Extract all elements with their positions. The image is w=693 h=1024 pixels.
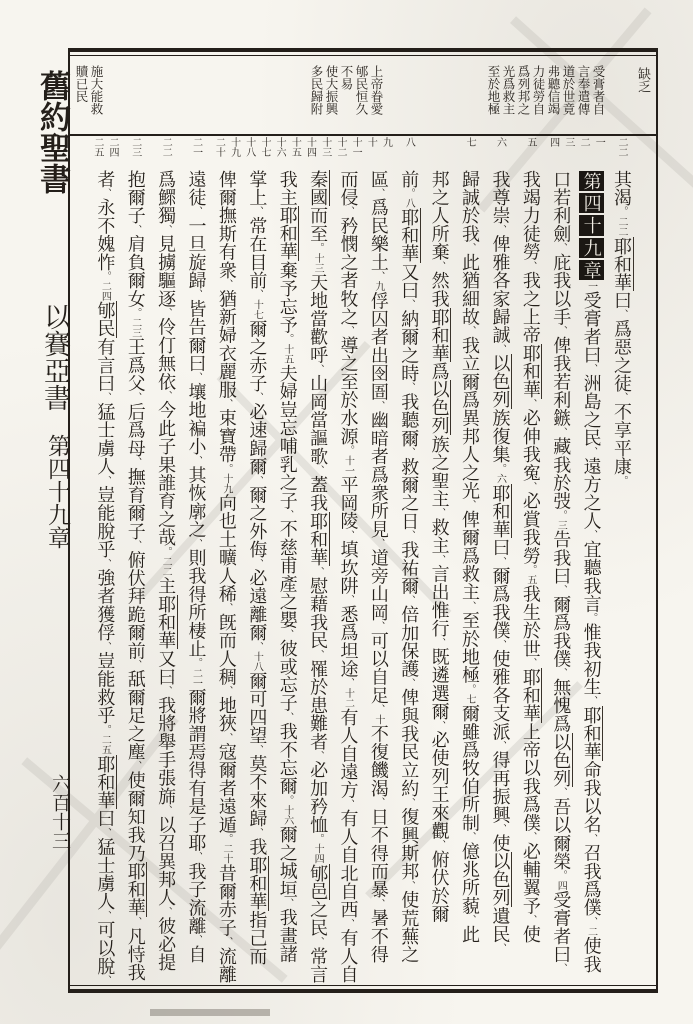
verse-number: 四 [547,137,559,147]
punctuation: 。 [585,612,597,624]
punctuation: 。 [160,546,172,557]
punctuation: 、 [433,637,445,648]
text-column: 我主耶和華棄予忘予。十五夫婦豈忘哺乳之子、不慈甫產之嬰、彼或忘子、我不忘爾。十六爾之城垣、我畫諸 [276,170,298,963]
punctuation: 、 [99,827,111,838]
punctuation: 、 [403,382,415,393]
verse-number: 十六 [274,137,286,157]
punctuation: 、 [342,677,354,689]
punctuation: 、 [555,667,567,679]
verse-number-cell [302,137,332,166]
proper-noun-mark: 耶和華 [580,706,602,761]
punctuation: 、 [616,392,627,403]
verse-number: 十八 [243,137,255,157]
punctuation: 、 [190,206,202,217]
verse-number: 二二 [160,137,172,157]
punctuation: 、 [494,556,506,567]
verse-number-cell [241,137,271,166]
punctuation: 、 [99,392,111,403]
verse-number: 二三 [129,137,141,157]
punctuation: 、 [555,427,567,438]
punctuation: 、 [220,685,232,697]
punctuation: 、 [220,398,232,409]
proper-noun-mark: 耶和華 [398,208,420,264]
verse-marker: 九 [372,281,384,292]
punctuation: 、 [312,750,324,761]
punctuation: 、 [433,554,445,565]
punctuation: 、 [464,831,476,842]
verse-number: 一 [593,137,605,147]
summary-column: 不易 [339,65,354,90]
punctuation: 、 [99,475,111,486]
punctuation: 、 [251,206,263,217]
text-column: 抱爾子、肩負爾女。二三王爲父、后爲母、撫育爾子、俯伏拜跪爾前、舐爾足之塵、使爾知我乃耶和華、凡恃我 [124,170,146,982]
punctuation: 、 [403,299,415,310]
punctuation: 、 [190,289,202,300]
verse-marker: 十五 [281,344,293,365]
text-column: 前。八耶和華又曰、納爾之時、我聽爾、救爾之日、我祐爾、倍加保護、俾與我民立約、復興斯邦、使荒蕪之 [398,170,420,964]
punctuation: 、 [99,975,111,986]
chapter-heading-box: 章 [580,260,602,280]
summary-column: 受膏者自 [591,65,606,115]
verse-marker: 十三 [312,253,324,274]
text-column: 秦國而至。十三天地當歡呼、山岡當謳歌、蓋我耶和華、慰藉我民、罹於患難者、必加矜恤。十四郇邑之民、常言 [307,170,329,984]
punctuation: 。 [99,724,111,735]
proper-noun-mark: 耶和華 [246,855,268,911]
verse-number-cell [514,137,544,166]
verse-number: 二二 [616,137,628,157]
punctuation: 、 [403,880,415,891]
punctuation: 、 [555,584,567,596]
punctuation: 。 [129,307,141,318]
punctuation: 。 [494,463,506,474]
punctuation: 、 [524,831,536,842]
punctuation: 、 [99,641,111,652]
verse-number: 六 [494,137,506,147]
punctuation: 、 [342,206,354,217]
punctuation: 、 [129,224,141,235]
verse-number: 八 [403,137,415,147]
proper-noun-mark: 耶和華 [124,862,146,917]
verse-number: 十三 [319,137,331,157]
verse-marker: 十九 [220,473,232,494]
punctuation: 、 [160,685,172,697]
punctuation: 、 [555,787,567,798]
verse-marker: 三 [555,520,567,531]
verse-number: 三 [562,137,574,147]
summary-column: 言奉遣傳 [576,65,591,115]
verse-number-cell [332,137,362,166]
punctuation: 、 [403,595,415,606]
proper-noun-mark: 郇民 [94,301,116,338]
summary-cluster-left [74,65,104,129]
verse-number-cell [423,137,453,166]
punctuation: 、 [160,224,172,235]
punctuation: 、 [160,390,172,401]
punctuation: 、 [494,740,506,751]
verse-number: 十五 [289,137,301,157]
punctuation: 、 [524,914,536,925]
punctuation: 、 [342,799,354,810]
punctuation: 、 [524,657,536,668]
summary-column: 郇民恒久 [354,65,369,115]
verse-marker: 七 [464,694,476,705]
proper-noun-mark: 耶和華 [611,236,632,292]
verse-marker: 十四 [312,843,324,864]
punctuation: 、 [585,529,597,541]
verse-number: 七 [464,137,476,147]
verse-marker: 五 [524,574,536,585]
punctuation: 。 [312,833,324,844]
punctuation: 、 [281,629,293,640]
punctuation: 、 [99,910,111,921]
verse-number-row [70,137,656,166]
punctuation: 、 [494,943,506,954]
chapter-heading-box: 九 [580,238,602,257]
proper-noun-mark: 郇邑 [307,863,329,901]
summary-column: 使大振興 [324,65,339,115]
text-column: 爲鰥獨、見擄驅逐、伶仃無依、今此子果誰育之哉。二二主耶和華又曰、我將舉手張旆、以召異邦人、彼必提 [155,170,177,972]
punctuation: 、 [251,641,263,652]
punctuation: 、 [524,481,536,492]
summary-column: 力徒勞自 [531,65,546,115]
punctuation: 、 [433,261,445,272]
punctuation: 、 [281,509,293,520]
punctuation: 。 [281,333,293,345]
punctuation: 、 [281,712,293,723]
proper-noun-mark: 耶和華 [155,594,177,650]
summary-column: 上帝眷愛 [369,65,384,115]
verse-number-cell [454,137,484,166]
summary-column: 光爲救主 [501,65,516,115]
punctuation: 、 [403,447,415,458]
text-column: 口若利劍、庇我以手、俾我若利鏃、藏我於弢。三告我曰、爾爲我僕、無愧爲以色列、吾以爾榮。四受膏者曰、 [550,170,572,974]
summary-column: 弗聽信竭 [546,65,561,115]
punctuation: 、 [494,639,506,650]
punctuation: 、 [160,307,172,318]
verse-number-cell [606,137,636,166]
punctuation: 、 [342,530,354,541]
verse-number-cell [362,137,392,166]
punctuation: 。 [342,445,354,456]
scripture-text-grid [70,166,656,987]
proper-noun-mark: 耶和華 [519,667,541,723]
verse-number: 十九 [228,137,240,157]
punctuation: 、 [190,934,202,946]
verse-marker: 八 [403,198,415,209]
proper-noun-mark: 耶和華 [519,344,541,399]
summary-cluster-right [486,65,606,129]
text-column: 俾爾撫斯有衆、猶新婦衣麗服、束寶帶。十九向也土曠人稀、旣而人稠、地狹、寇爾者遠遁。二十昔爾赤子、流離 [215,170,237,984]
chapter-heading-box: 四 [580,194,602,213]
punctuation: 。 [312,242,324,254]
punctuation: 、 [494,224,506,235]
proper-noun-mark: 耶和華 [428,307,450,363]
punctuation: 、 [251,392,263,403]
verse-marker: 二四 [99,281,111,302]
chapter-summary-band [70,57,656,133]
proper-noun-mark: 以色列 [489,354,511,409]
verse-marker: 二二 [160,556,172,577]
punctuation: 、 [99,558,111,569]
page-frame [68,48,658,993]
punctuation: 、 [372,400,384,411]
punctuation: 、 [190,455,202,466]
punctuation: 、 [129,392,141,403]
verse-number-cell [150,137,180,166]
verse-marker: 二一 [190,668,202,689]
verse-number: 二四 [107,137,118,157]
punctuation: 、 [312,364,324,375]
verse-number: 十 [365,137,377,147]
text-column: 區、爲民樂土、九俘囚者出囹圄、幽暗者爲衆所見、道旁山岡、可以自足、十不復饑渴、日不得而暴、暑不得 [367,170,389,964]
punctuation: 、 [220,602,232,614]
punctuation: 、 [555,242,567,254]
punctuation: 、 [190,372,202,383]
margin-chapter-label: 第四十九章 [44,434,70,549]
punctuation: 、 [585,833,597,844]
punctuation: 、 [555,963,567,974]
proper-noun-mark: 以色列 [428,380,450,436]
punctuation: 、 [190,538,202,549]
punctuation: 。 [555,870,567,881]
summary-column: 多民歸附 [309,65,324,115]
verse-number-cell [180,137,210,166]
verse-number-cell [575,137,605,166]
punctuation: 、 [220,936,232,947]
punctuation: 、 [372,621,384,632]
text-column: 第四十九章一受膏者曰、洲島之民、遠方之人、宜聽我言。惟我初生、耶和華命我以名、召我爲僕、二使我 [580,172,602,974]
punctuation: 、 [281,898,293,909]
verse-marker: 二十 [220,843,232,864]
proper-noun-mark: 耶和華 [276,206,298,262]
punctuation: 、 [494,344,506,355]
punctuation: 、 [524,398,536,409]
punctuation: 、 [342,325,354,337]
chapter-heading-box: 十 [580,216,602,235]
text-column: 我尊崇、俾雅各家歸誠、以色列族復集。六耶和華曰、爾爲我僕、使雅各支派、得再振興、使以色列遺民、 [489,170,511,954]
text-column: 我竭力徒勞、我之上帝耶和華、必伸我寃、必賞我勞。五我生於世、耶和華上帝以我爲僕、必輔翼予、使 [519,170,541,944]
verse-number: 十四 [304,137,316,157]
summary-column: 爲列邦之 [516,65,531,115]
punctuation: 、 [251,475,263,486]
summary-column: 至於地極 [486,65,501,115]
punctuation: 、 [372,188,384,199]
proper-noun-mark: 以色列 [489,852,511,907]
punctuation: 。 [555,510,567,521]
punctuation: 、 [433,839,445,851]
proper-noun-mark: 耶和華 [489,483,511,539]
verse-number: 九 [380,137,392,147]
punctuation: 、 [372,271,384,282]
punctuation: 、 [372,898,384,909]
text-column: 歸誠於我、此猶細故、我立爾爲異邦人之光、俾爾爲救主、至於地極。七爾雖爲牧伯所制、億兆所藐、此 [459,170,481,944]
punctuation: 。 [616,475,627,486]
text-column: 遠徒、一旦旋歸、皆告爾曰、壤地褊小、其恢廓之、則我得所棲止。二一爾將謂焉得有是子耶、我子流離、自 [185,170,207,964]
punctuation: 。 [524,564,536,575]
summary-cluster-middle [309,65,384,129]
verse-number: 二一 [190,137,202,157]
margin-book-title: 舊約聖書 [34,70,70,194]
summary-column: 施大能救 [89,65,104,115]
punctuation: 、 [464,601,476,612]
punctuation: 、 [251,558,263,569]
proper-noun-mark: 秦國 [307,170,329,207]
punctuation: 、 [160,805,172,816]
punctuation: 、 [555,325,567,337]
punctuation: 。 [99,271,111,282]
punctuation: 。 [464,684,476,695]
text-column: 而侵、矜憫之者牧之、導之至於水源。十一平岡陵、填坎阱、悉爲坦途、十二有人自遠方、有人自北自西、有人自 [337,170,359,984]
verse-marker: 十二 [342,688,354,709]
text-column: 其渴。二二耶和華曰、爲惡之徒、不享平康。 [611,170,632,486]
verse-marker: 十一 [342,455,354,476]
punctuation: 、 [403,530,415,541]
punctuation: 。 [220,833,232,844]
punctuation: 、 [220,279,232,290]
verse-number-cell [484,137,514,166]
punctuation: 、 [129,457,141,468]
punctuation: 、 [585,446,597,458]
header-divider-rule [70,134,656,136]
punctuation: 、 [160,906,172,917]
verse-marker: 二二 [616,216,627,237]
chapter-heading-box: 第 [580,172,602,191]
proper-noun-mark: 以色列 [550,732,572,788]
punctuation: 、 [312,649,324,660]
verse-marker: 二三 [129,317,141,338]
punctuation: 、 [129,916,141,927]
punctuation: 、 [312,566,324,577]
punctuation: 、 [251,289,263,300]
punctuation: 、 [616,309,627,320]
verse-marker: 十八 [251,651,263,672]
punctuation: 。 [403,188,415,199]
verse-marker: 二五 [99,734,111,755]
punctuation: 、 [312,936,324,947]
verse-marker: 四 [555,880,567,891]
verse-number-cell [89,137,119,166]
verse-number-cell [119,137,149,166]
punctuation: 、 [524,261,536,272]
verse-number: 二十 [213,137,225,157]
punctuation: 、 [464,325,476,337]
punctuation: 。 [616,206,627,217]
punctuation: 、 [403,797,415,808]
margin-page-number: 六百十三 [49,774,71,850]
punctuation: 、 [585,916,597,927]
punctuation: 、 [494,823,506,834]
verse-marker: 十 [372,714,384,725]
summary-column: 贖已民 [74,65,89,103]
text-column: 者、永不媿怍。二四郇民有言曰、猛士虜人、豈能脫乎、強者獲俘、豈能救乎。二五耶和華曰、猛士虜人、可以脫、 [94,170,116,986]
verse-number-cell [271,137,301,166]
punctuation: 、 [251,744,263,755]
punctuation: 、 [312,465,324,476]
scan-artifact [150,1009,270,1016]
punctuation: 。 [281,795,293,806]
punctuation: 。 [190,657,202,669]
punctuation: 、 [403,678,415,689]
summary-column: 道於世竟 [561,65,576,115]
verse-number: 十七 [258,137,270,157]
punctuation: 、 [251,827,263,838]
verse-number: 二五 [91,137,103,157]
verse-marker: 六 [494,473,506,484]
text-column: 掌上、常在目前、十七爾之赤子、必速歸爾、爾之外侮、必遠離爾、十八爾可四望、莫不來歸、我耶和華指己而 [246,170,268,966]
punctuation: 、 [342,594,354,606]
margin-book-name: 以賽亞書 [39,303,70,411]
punctuation: 、 [372,538,384,549]
punctuation: 、 [464,499,476,511]
punctuation: 、 [190,851,202,863]
punctuation: 、 [433,507,445,519]
verse-marker: 十七 [251,299,263,320]
verse-number-cell [545,137,575,166]
punctuation: 、 [372,704,384,715]
punctuation: 、 [372,797,384,808]
previous-page-summary-tail: 缺乏 [635,67,650,93]
punctuation: 、 [464,242,476,254]
verse-number-cell [393,137,423,166]
punctuation: 、 [585,363,597,375]
verse-number: 五 [524,137,536,147]
verse-number: 十一 [350,137,362,157]
proper-noun-mark: 耶和華 [94,754,116,810]
verse-marker: 一 [585,281,597,292]
punctuation: 。 [220,463,232,474]
punctuation: 、 [433,720,445,731]
verse-marker: 二 [585,926,597,937]
punctuation: 、 [585,695,597,707]
punctuation: 、 [129,540,141,551]
punctuation: 、 [464,914,476,925]
verse-marker: 十六 [281,805,293,826]
verse-number: 十二 [334,137,346,157]
verse-number: 二 [578,137,590,147]
punctuation: 、 [129,760,141,772]
proper-noun-mark: 耶和華 [307,511,329,567]
punctuation: 、 [99,188,111,199]
punctuation: 、 [129,659,141,670]
text-column: 邦之人所棄、然我耶和華爲以色列族之聖主、救主、言出惟行、既遴選爾、必使列王來觀、俯伏於爾 [428,170,450,923]
punctuation: 、 [220,732,232,743]
verse-number-cell [211,137,241,166]
punctuation: 、 [342,918,354,929]
